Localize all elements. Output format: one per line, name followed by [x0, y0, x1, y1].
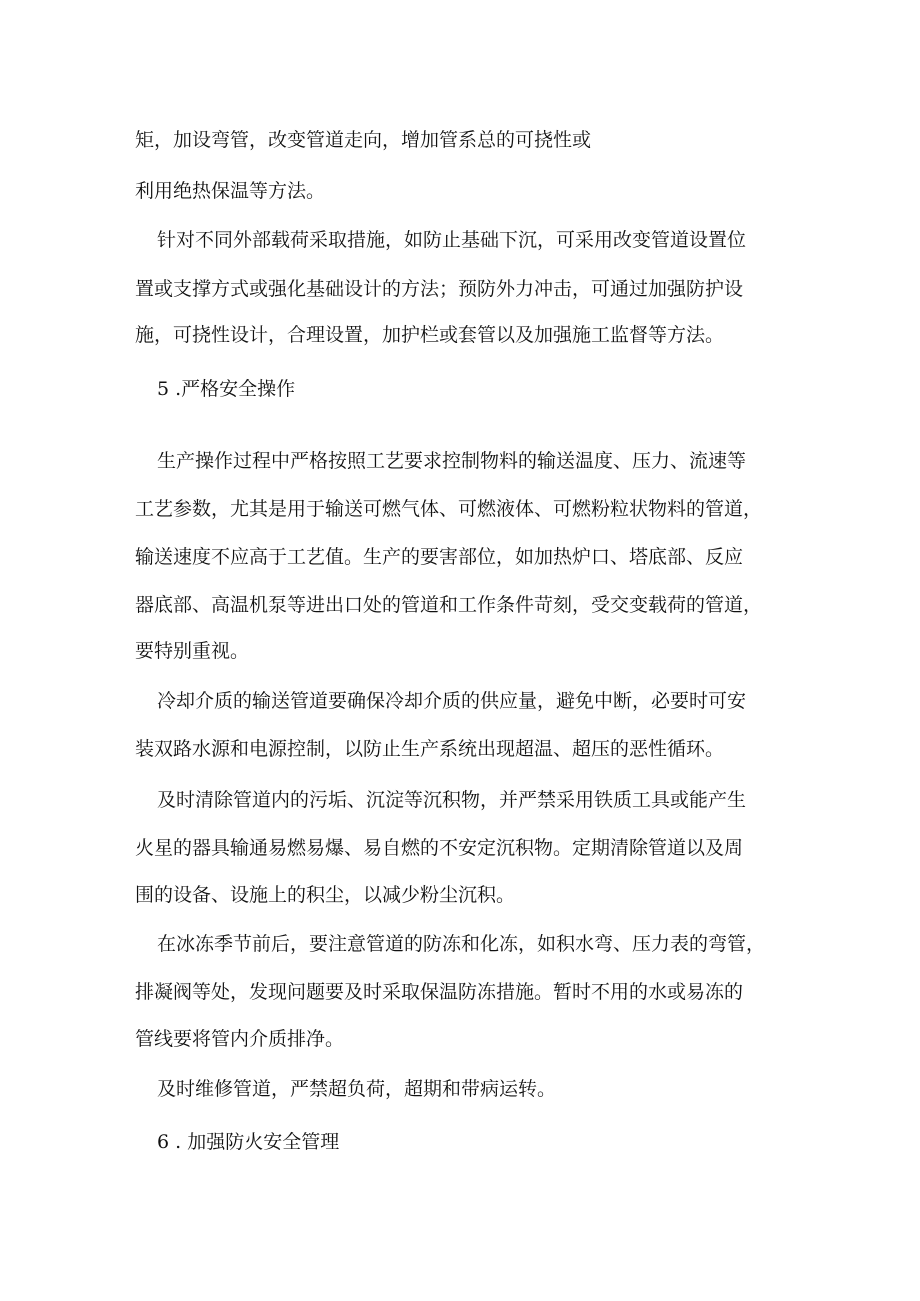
text-line: 火星的器具输通易燃易爆、易自燃的不安定沉积物。定期清除管道以及周: [135, 837, 744, 859]
text-line: 施，可挠性设计，合理设置，加护栏或套管以及加强施工监督等方法。: [135, 324, 725, 346]
section-heading: 5 .严格安全操作: [157, 378, 296, 400]
text-line: 及时清除管道内的污垢、沉淀等沉积物，并严禁采用铁质工具或能产生: [157, 789, 747, 811]
text-line: 在冰冻季节前后，要注意管道的防冻和化冻，如积水弯、压力表的弯管，: [157, 933, 766, 955]
text-line: 输送速度不应高于工艺值。生产的要害部位，如加热炉口、塔底部、反应: [135, 546, 744, 568]
section-heading: 6 . 加强防火安全管理: [157, 1131, 340, 1153]
text-line: 要特别重视。: [135, 640, 250, 662]
text-line: 冷却介质的输送管道要确保冷却介质的供应量，避免中断，必要时可安: [157, 690, 747, 712]
text-line: 排凝阀等处，发现问题要及时采取保温防冻措施。暂时不用的水或易冻的: [135, 981, 744, 1003]
text-line: 工艺参数，尤其是用于输送可燃气体、可燃液体、可燃粉粒状物料的管道，: [135, 498, 763, 520]
text-line: 及时维修管道，严禁超负荷，超期和带病运转。: [157, 1078, 557, 1100]
text-line: 管线要将管内介质排净。: [135, 1028, 345, 1050]
text-line: 装双路水源和电源控制，以防止生产系统出现超温、超压的恶性循环。: [135, 738, 725, 760]
text-line: 矩，加设弯管，改变管道走向，增加管系总的可挠性或: [135, 129, 592, 151]
text-line: 针对不同外部载荷采取措施，如防止基础下沉，可采用改变管道设置位: [157, 229, 747, 251]
text-line: 利用绝热保温等方法。: [135, 180, 326, 202]
text-line: 器底部、高温机泵等进出口处的管道和工作条件苛刻，受交变载荷的管道，: [135, 594, 763, 616]
text-line: 生产操作过程中严格按照工艺要求控制物料的输送温度、压力、流速等: [157, 450, 747, 472]
text-line: 置或支撑方式或强化基础设计的方法；预防外力冲击，可通过加强防护设: [135, 278, 744, 300]
text-line: 围的设备、设施上的积尘，以减少粉尘沉积。: [135, 884, 516, 906]
